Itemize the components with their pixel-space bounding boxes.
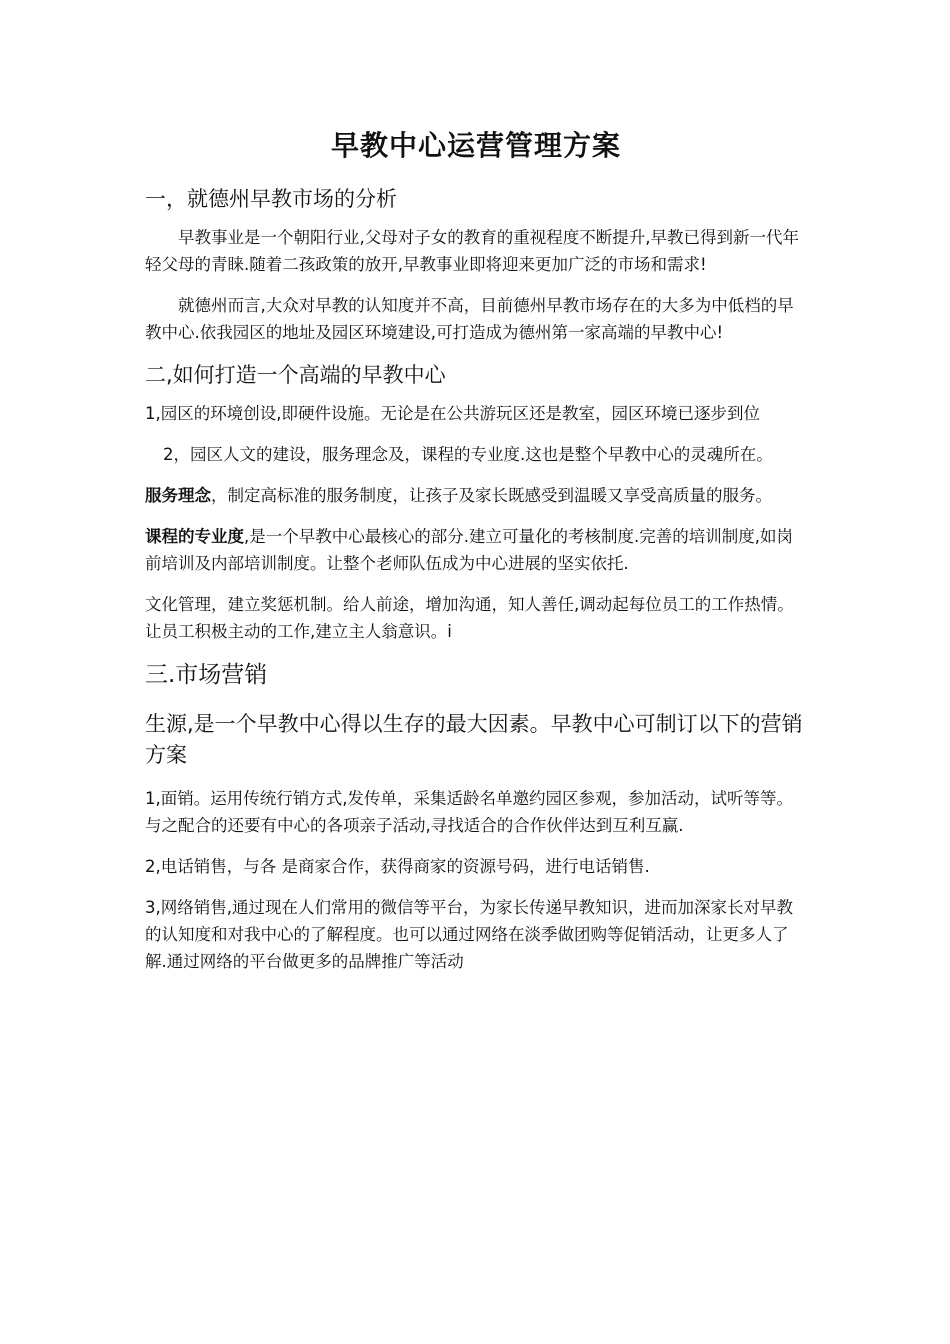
section-1-paragraph-1: 早教事业是一个朝阳行业,父母对子女的教育的重视程度不断提升,早教已得到新一代年轻父母的青睐.随着二孩政策的放开,早教事业即将迎来更加广泛的市场和需求! <box>145 228 799 274</box>
section-3-heading: 三.市场营销 <box>145 662 268 688</box>
service-concept-term: 服务理念 <box>145 486 211 505</box>
section-2-heading: 二,如何打造一个高端的早教中心 <box>145 363 446 387</box>
service-concept-text: ，制定高标准的服务制度，让孩子及家长既感受到温暖又享受高质量的服务。 <box>211 486 772 505</box>
section-2-course-paragraph <box>145 523 807 577</box>
course-professionalism-term: 课程的专业度 <box>145 527 244 546</box>
section-2-item-2: 2，园区人文的建设，服务理念及，课程的专业度.这也是整个早教中心的灵魂所在。 <box>163 445 773 464</box>
section-1-paragraph-2: 就德州而言,大众对早教的认知度并不高，目前德州早教市场存在的大多为中低档的早教中心.依我园区的地址及园区环境建设,可打造成为德州第一家高端的早教中心! <box>145 296 794 342</box>
section-2-service-paragraph <box>145 482 807 509</box>
section-3-lead: 生源,是一个早教中心得以生存的最大因素。早教中心可制订以下的营销方案 <box>145 712 803 767</box>
document-title: 早教中心运营管理方案 <box>330 129 621 162</box>
course-professionalism-text: ,是一个早教中心最核心的部分.建立可量化的考核制度.完善的培训制度,如岗前培训及内部培训制度。让整个老师队伍成为中心进展的坚实依托. <box>145 527 793 573</box>
section-3-item-3: 3,网络销售,通过现在人们常用的微信等平台，为家长传递早教知识，进而加深家长对早教的认知度和对我中心的了解程度。也可以通过网络在淡季做团购等促销活动，让更多人了解.通过网络的平台做更多的品牌推广等活动 <box>145 898 793 971</box>
document-body <box>145 126 807 989</box>
section-3-item-2: 2,电话销售，与各 是商家合作，获得商家的资源号码，进行电话销售. <box>145 857 650 876</box>
section-1-heading: 一，就德州早教市场的分析 <box>145 187 397 211</box>
section-3-item-1: 1,面销。运用传统行销方式,发传单，采集适龄名单邀约园区参观，参加活动，试听等等。与之配合的还要有中心的各项亲子活动,寻找适合的合作伙伴达到互利互赢. <box>145 789 793 835</box>
section-2-culture-paragraph: 文化管理，建立奖惩机制。给人前途，增加沟通，知人善任,调动起每位员工的工作热情。让员工积极主动的工作,建立主人翁意识。i <box>145 595 794 641</box>
section-2-item-1: 1,园区的环境创设,即硬件设施。无论是在公共游玩区还是教室，园区环境已逐步到位 <box>145 404 760 423</box>
